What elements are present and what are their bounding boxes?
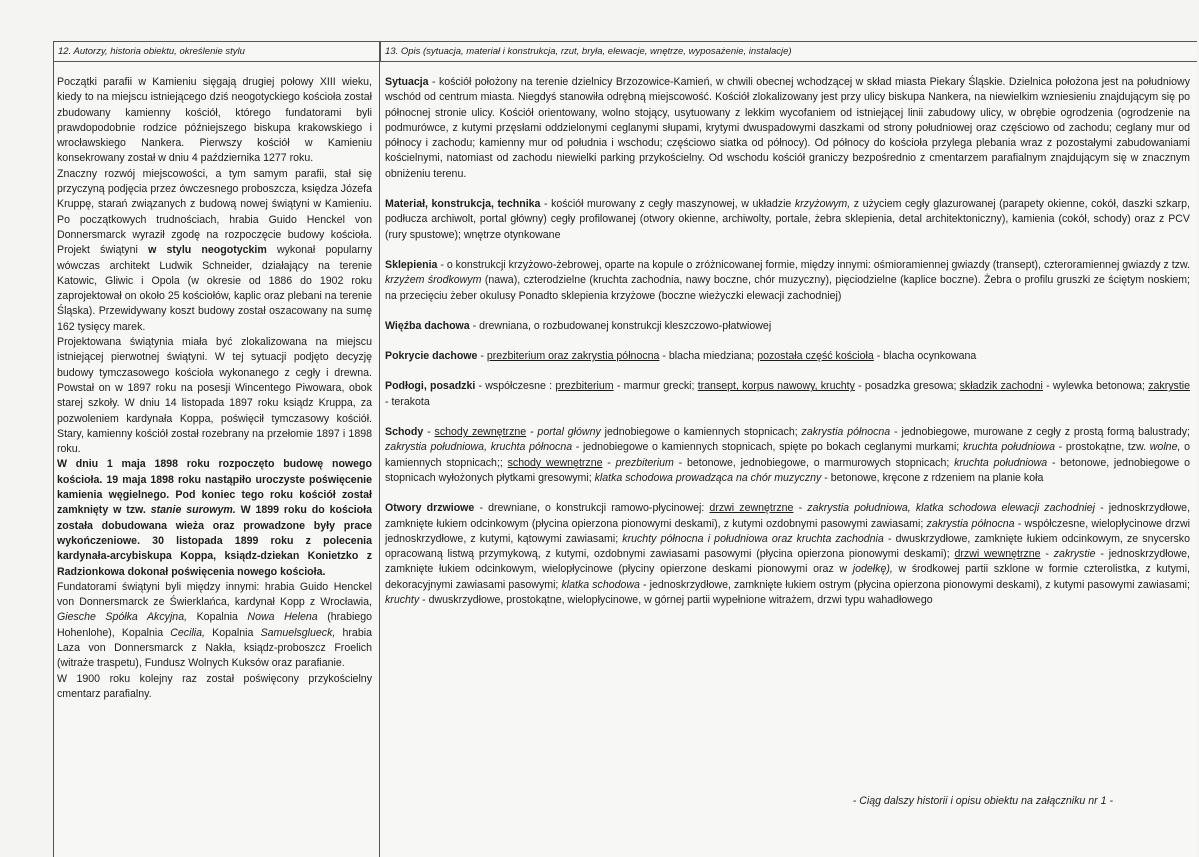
section-13-header: 13. Opis (sytuacja, materiał i konstrukcja, rzut, bryła, elewacje, wnętrze, wyposażenie, instalacje) xyxy=(380,42,1197,62)
continuation-note: - Ciąg dalszy historii i opisu obiektu na załączniku nr 1 - xyxy=(852,795,1113,807)
history-paragraph-6: W 1900 roku kolejny raz został poświęcony przykościelny cmentarz parafialny. xyxy=(57,672,372,700)
wiezba-paragraph: Więźba dachowa - drewniana, o rozbudowanej konstrukcji kleszczowo-płatwiowej xyxy=(385,319,772,332)
material-paragraph: Materiał, konstrukcja, technika - kościół murowany z cegły maszynowej, w układzie krzyżowym, z użyciem cegły glazurowanej (parapety okienne, cokół, daszki szkarp, podłucza archiwolt, portal główny) cegły profilowanej (otwory okienne, archiwolty, portale, żebra sklepienia, detal architektoniczny), kamienia (cokół, schody) oraz z PCV (rury spustowe); wnętrze otynkowane xyxy=(385,198,1190,241)
otwory-paragraph: Otwory drzwiowe - drewniane, o konstrukcji ramowo-płycinowej: drzwi zewnętrzne - zakrystia południowa, klatka schodowa elewacji zachodniej - jednoskrzydłowe, zamknięte łukiem odcinkowym (płycina opierzona pionowymi deskami), z kutymi ozdobnymi pasowymi zawiasami; zakrystia północna - współczesne, wielopłycinowe drzwi jednoskrzydłowe, z kutymi, kątowymi zawiasami; kruchty północna i południowa oraz kruchta zachodnia - dwuskrzydłowe, zamknięte łukiem odcinkowym, ze snycersko opracowaną listwą przymykową, z kutymi, ozdobnymi zawiasami pasowymi (płycina opierzona pionowymi deskami); drzwi wewnętrzne - zakrystie - jednoskrzydłowe, zamknięte łukiem odcinkowym, wielopłycinowe (płyciny opierzone deskami pionowymi oraz w jodełkę), w środkowej partii szklone w formie czterolistka, z kutymi, dekoracyjnymi zawiasami pasowymi; klatka schodowa - jednoskrzydłowe, zamknięte łukiem ostrym (płycina opierzona pionowymi deskami), z kutymi pasowymi zawiasami; kruchty - dwuskrzydłowe, prostokątne, wielopłycinowe, w górnej partii wypełnione witrażem, drzwi typu wahadłowego xyxy=(385,502,1191,607)
history-paragraph-4: W dniu 1 maja 1898 roku rozpoczęto budowę nowego kościoła. 19 maja 1898 roku nastąpiło uroczyste poświęcenie kamienia węgielnego. Pod koniec tego roku kościół został zamknięty w tzw. stanie surowym. W 1899 roku do kościoła została dobudowana wieża oraz prowadzone były prace wykończeniowe. 30 listopada 1899 roku z polecenia kardynała-arcybiskupa Koppa, ksiądz-dziekan Konietzko z Radzionkowa dokonał poświęcenia nowego kościoła. xyxy=(57,458,372,578)
sklepienia-paragraph: Sklepienia - o konstrukcji krzyżowo-żebrowej, oparte na kopule o zróżnicowanej formie, między innymi: ośmioramiennej gwiazdy (transept), czteroramiennej gwiazdy z tzw. krzyżem środkowym (nawa), czterodzielne (kruchta zachodnia, nawy boczne, chór muzyczny), pięciodzielne (kaplice boczne). Żebra o profilu gruszki ze ściętym noskiem; na przecięciu żeber okulusy Ponadto sklepienia krzyżowe (boczne wieżyczki elewacji zachodniej) xyxy=(385,258,1190,302)
sytuacja-paragraph: Sytuacja - kościół położony na terenie dzielnicy Brzozowice-Kamień, w chwili obecnej wchodzącej w skład miasta Piekary Śląskie. Dzielnica położona jest na południowy wschód od centrum miasta. Niegdyś stanowiła odrębną miejscowość. Kościół zlokalizowany jest przy ulicy biskupa Nankera, na niewielkim wzniesieniu znajdującym się po północnej stronie ulicy. Kościół orientowany, wolno stojący, usytuowany z lekkim wycofaniem od istniejącej linii zabudowy ulicy, w obrębie ogrodzenia (ogrodzenie na podmurówce, z kutymi przęsłami oddzielonymi ceglanymi słupami, krytymi dwuspadowymi daszkami od strony południowej oraz częściowo od zachodu; ceglany mur od północy i zachodu; kamienny mur od południa i wschodu; częściowo siatka od północy). Od północy do kościoła przylega plebania wraz z pozostałymi zabudowaniami kościelnymi, natomiast od zachodu niewielki parking przykościelny. Od wschodu kościół graniczy bezpośrednio z cmentarzem parafialnym znajdującym się w znacznym obniżeniu terenu. xyxy=(385,76,1190,180)
history-paragraph-5: Fundatorami świątyni byli między innymi: hrabia Guido Henckel von Donnersmarck ze Świerklańca, kardynał Kopp z Wrocławia, Giesche Spółka Akcyjna, Kopalnia Nowa Helena (hrabiego Hohenlohe), Kopalnia Cecilia, Kopalnia Samuelsglueck, hrabia Laza von Donnersmarck z Nakła, ksiądz-proboszcz Froelich (witraże traspetu), Fundusz Wolnych Kuksów oraz parafianie. xyxy=(57,580,372,670)
description-column xyxy=(385,75,1190,623)
history-paragraph-1: Początki parafii w Kamieniu sięgają drugiej połowy XIII wieku, kiedy to na miejscu istniejącego dziś neogotyckiego kościoła został zbudowany kamienny kościół, którego fundatorami byli prawdopodobnie rodzice późniejszego biskupa krakowskiego i wrocławskiego Nankera. Pierwszy kościół w Kamieniu konsekrowany został w dniu 4 października 1277 roku. xyxy=(57,76,372,165)
pokrycie-paragraph: Pokrycie dachowe - prezbiterium oraz zakrystia północna - blacha miedziana; pozostała część kościoła - blacha ocynkowana xyxy=(385,350,977,363)
history-paragraph-3: Projektowana świątynia miała być zlokalizowana na miejscu istniejącej pierwotnej świątyni. W tej sytuacji podjęto decyzję budowy tymczasowego kościoła wykonanego z cegły i drewna. Powstał on w 1897 roku na posesji Wincentego Piwowara, obok starej szkoły. W dniu 14 listopada 1897 roku ksiądz Kruppa, za pozwoleniem kardynała Koppa, poświęcił tymczasowy kościół. Stary, kamienny kościół został rozebrany na przełomie 1897 i 1898 roku. xyxy=(57,336,372,456)
history-paragraph-2: Znaczny rozwój miejscowości, a tym samym parafii, stał się przyczyną podjęcia przez ówczesnego proboszcza, księdza Józefa Kruppę, starań związanych z budową nowej świątyni w Kamieniu. Po początkowych trudnościach, hrabia Guido Henckel von Donnersmarck wyraził zgodę na rozpoczęcie budowy kościoła. Projekt świątyni w stylu neogotyckim wykonał popularny wówczas architekt Ludwik Schneider, działający na terenie Katowic, Gliwic i Opola (w okresie od 1886 do 1902 roku zaprojektował on około 25 kościołów, kaplic oraz plebani na terenie Śląska). Przewidywany koszt budowy został oszacowany na sumę 162 tysięcy marek. xyxy=(57,167,372,333)
style-highlight: w stylu neogotyckim xyxy=(148,244,267,257)
history-column xyxy=(57,75,372,702)
section-12-header: 12. Autorzy, historia obiektu, określenie stylu xyxy=(54,42,379,62)
podlogi-paragraph: Podłogi, posadzki - współczesne : prezbiterium - marmur grecki; transept, korpus nawowy, kruchty - posadzka gresowa; składzik zachodni - wylewka betonowa; zakrystie - terakota xyxy=(385,380,1191,408)
schody-paragraph: Schody - schody zewnętrzne - portal główny jednobiegowe o kamiennych stopnicach; zakrystia północna - jednobiegowe, murowane z cegły z prostą formą balustrady; zakrystia południowa, kruchta północna - jednobiegowe o kamiennych stopnicach, spięte po bokach ceglanymi murkami; kruchta południowa - prostokątne, tzw. wolne, o kamiennych stopnicach;; schody wewnętrzne - prezbiterium - betonowe, jednobiegowe, o marmurowych stopnicach; kruchta południowa - betonowe, jednobiegowe o stopnicach wyłożonych płytkami gresowymi; klatka schodowa prowadząca na chór muzyczny - betonowe, kręcone z rdzeniem na planie koła xyxy=(385,426,1190,484)
column-divider xyxy=(379,42,380,857)
